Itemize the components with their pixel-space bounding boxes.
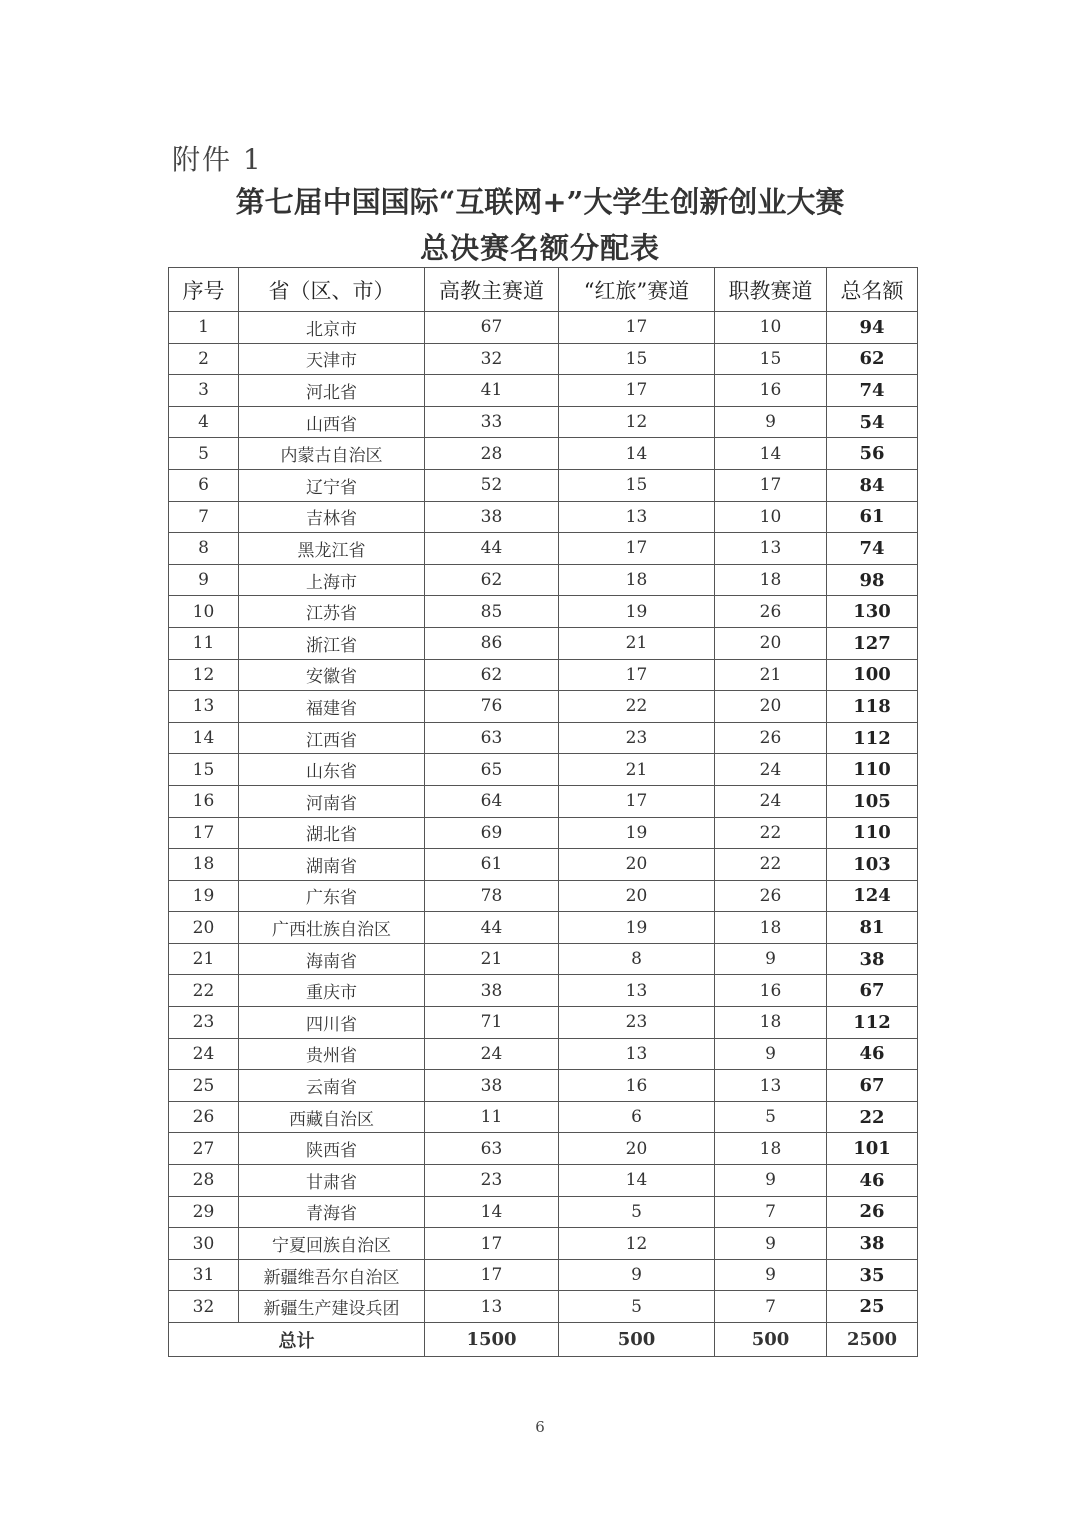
- row-total: 124: [827, 880, 918, 912]
- row-total: 110: [827, 817, 918, 849]
- attachment-label: 附件 1: [172, 143, 263, 176]
- row-region: 西藏自治区: [239, 1101, 425, 1133]
- row-no: 1: [169, 312, 239, 344]
- row-higher-ed: 13: [425, 1291, 559, 1323]
- document-title: 第七届中国国际“互联网+”大学生创新创业大赛: [235, 185, 845, 219]
- row-region: 重庆市: [239, 975, 425, 1007]
- row-no: 31: [169, 1259, 239, 1291]
- table-row: [169, 596, 918, 628]
- row-total: 62: [827, 343, 918, 375]
- row-no: 18: [169, 849, 239, 881]
- row-no: 10: [169, 596, 239, 628]
- row-red-tour: 12: [559, 1228, 715, 1260]
- table-row: [169, 975, 918, 1007]
- table-row: [169, 564, 918, 596]
- table-row: [169, 1291, 918, 1323]
- table-row: [169, 1196, 918, 1228]
- table-row: [169, 1165, 918, 1197]
- row-no: 9: [169, 564, 239, 596]
- page-number: 6: [535, 1418, 545, 1436]
- row-total: 118: [827, 691, 918, 723]
- row-vocational: 17: [715, 469, 827, 501]
- row-red-tour: 22: [559, 691, 715, 723]
- row-no: 32: [169, 1291, 239, 1323]
- row-higher-ed: 28: [425, 438, 559, 470]
- table-row: [169, 849, 918, 881]
- table-header-row: [169, 268, 918, 312]
- row-no: 22: [169, 975, 239, 1007]
- row-vocational: 20: [715, 627, 827, 659]
- row-region: 贵州省: [239, 1038, 425, 1070]
- row-no: 20: [169, 912, 239, 944]
- row-total: 110: [827, 754, 918, 786]
- row-region: 天津市: [239, 343, 425, 375]
- table-row: [169, 343, 918, 375]
- row-vocational: 9: [715, 1259, 827, 1291]
- header-total: 总名额: [827, 268, 918, 312]
- row-red-tour: 15: [559, 343, 715, 375]
- row-red-tour: 17: [559, 659, 715, 691]
- row-red-tour: 13: [559, 975, 715, 1007]
- table-row: [169, 1133, 918, 1165]
- row-vocational: 9: [715, 406, 827, 438]
- row-higher-ed: 44: [425, 912, 559, 944]
- row-total: 112: [827, 722, 918, 754]
- row-red-tour: 17: [559, 785, 715, 817]
- row-red-tour: 17: [559, 375, 715, 407]
- row-higher-ed: 64: [425, 785, 559, 817]
- row-vocational: 18: [715, 564, 827, 596]
- row-red-tour: 20: [559, 1133, 715, 1165]
- row-higher-ed: 23: [425, 1165, 559, 1197]
- row-higher-ed: 76: [425, 691, 559, 723]
- row-total: 38: [827, 1228, 918, 1260]
- row-red-tour: 21: [559, 627, 715, 659]
- summary-total: 2500: [827, 1323, 918, 1357]
- row-vocational: 10: [715, 501, 827, 533]
- row-no: 2: [169, 343, 239, 375]
- row-region: 陕西省: [239, 1133, 425, 1165]
- row-no: 19: [169, 880, 239, 912]
- row-higher-ed: 78: [425, 880, 559, 912]
- table-row: [169, 1101, 918, 1133]
- row-region: 浙江省: [239, 627, 425, 659]
- row-total: 26: [827, 1196, 918, 1228]
- row-region: 广东省: [239, 880, 425, 912]
- table-row: [169, 880, 918, 912]
- row-vocational: 18: [715, 1007, 827, 1039]
- row-no: 27: [169, 1133, 239, 1165]
- row-region: 辽宁省: [239, 469, 425, 501]
- row-vocational: 7: [715, 1196, 827, 1228]
- row-vocational: 10: [715, 312, 827, 344]
- row-vocational: 26: [715, 596, 827, 628]
- row-no: 12: [169, 659, 239, 691]
- row-vocational: 14: [715, 438, 827, 470]
- row-red-tour: 17: [559, 312, 715, 344]
- row-no: 16: [169, 785, 239, 817]
- row-red-tour: 13: [559, 501, 715, 533]
- table-row: [169, 1038, 918, 1070]
- table-row: [169, 785, 918, 817]
- row-no: 29: [169, 1196, 239, 1228]
- row-red-tour: 19: [559, 817, 715, 849]
- header-region: 省（区、市）: [239, 268, 425, 312]
- table-row: [169, 406, 918, 438]
- row-total: 54: [827, 406, 918, 438]
- row-red-tour: 15: [559, 469, 715, 501]
- row-vocational: 9: [715, 1038, 827, 1070]
- row-no: 30: [169, 1228, 239, 1260]
- row-red-tour: 5: [559, 1291, 715, 1323]
- row-higher-ed: 14: [425, 1196, 559, 1228]
- header-vocational: 职教赛道: [715, 268, 827, 312]
- row-red-tour: 19: [559, 912, 715, 944]
- row-total: 98: [827, 564, 918, 596]
- summary-higher-ed: 1500: [425, 1323, 559, 1357]
- row-no: 13: [169, 691, 239, 723]
- row-region: 河北省: [239, 375, 425, 407]
- row-region: 甘肃省: [239, 1165, 425, 1197]
- row-red-tour: 14: [559, 438, 715, 470]
- row-higher-ed: 17: [425, 1259, 559, 1291]
- row-region: 江苏省: [239, 596, 425, 628]
- header-red-tour: “红旅”赛道: [559, 268, 715, 312]
- row-red-tour: 23: [559, 722, 715, 754]
- row-higher-ed: 21: [425, 943, 559, 975]
- row-region: 新疆维吾尔自治区: [239, 1259, 425, 1291]
- summary-label: 总计: [169, 1323, 425, 1357]
- table-row: [169, 469, 918, 501]
- row-total: 22: [827, 1101, 918, 1133]
- row-total: 38: [827, 943, 918, 975]
- row-red-tour: 23: [559, 1007, 715, 1039]
- row-no: 17: [169, 817, 239, 849]
- row-total: 81: [827, 912, 918, 944]
- row-no: 23: [169, 1007, 239, 1039]
- table-row: [169, 659, 918, 691]
- row-higher-ed: 17: [425, 1228, 559, 1260]
- row-total: 61: [827, 501, 918, 533]
- row-total: 100: [827, 659, 918, 691]
- row-red-tour: 14: [559, 1165, 715, 1197]
- row-higher-ed: 24: [425, 1038, 559, 1070]
- row-region: 内蒙古自治区: [239, 438, 425, 470]
- row-total: 56: [827, 438, 918, 470]
- row-region: 江西省: [239, 722, 425, 754]
- row-red-tour: 8: [559, 943, 715, 975]
- row-higher-ed: 62: [425, 659, 559, 691]
- table-row: [169, 912, 918, 944]
- row-red-tour: 21: [559, 754, 715, 786]
- row-vocational: 21: [715, 659, 827, 691]
- table-row: [169, 817, 918, 849]
- summary-red-tour: 500: [559, 1323, 715, 1357]
- header-no: 序号: [169, 268, 239, 312]
- row-higher-ed: 86: [425, 627, 559, 659]
- row-vocational: 16: [715, 975, 827, 1007]
- table-row: [169, 627, 918, 659]
- row-total: 67: [827, 975, 918, 1007]
- row-region: 福建省: [239, 691, 425, 723]
- row-red-tour: 9: [559, 1259, 715, 1291]
- row-region: 宁夏回族自治区: [239, 1228, 425, 1260]
- row-red-tour: 20: [559, 849, 715, 881]
- row-no: 7: [169, 501, 239, 533]
- row-total: 67: [827, 1070, 918, 1102]
- row-no: 4: [169, 406, 239, 438]
- row-region: 吉林省: [239, 501, 425, 533]
- row-higher-ed: 44: [425, 533, 559, 565]
- row-higher-ed: 33: [425, 406, 559, 438]
- row-red-tour: 18: [559, 564, 715, 596]
- row-no: 28: [169, 1165, 239, 1197]
- row-vocational: 20: [715, 691, 827, 723]
- table-row: [169, 1070, 918, 1102]
- row-red-tour: 12: [559, 406, 715, 438]
- row-region: 湖南省: [239, 849, 425, 881]
- header-higher-ed: 高教主赛道: [425, 268, 559, 312]
- row-region: 湖北省: [239, 817, 425, 849]
- row-vocational: 24: [715, 754, 827, 786]
- table-row: [169, 943, 918, 975]
- row-region: 上海市: [239, 564, 425, 596]
- row-no: 3: [169, 375, 239, 407]
- document-subtitle: 总决赛名额分配表: [419, 231, 660, 265]
- row-no: 24: [169, 1038, 239, 1070]
- row-total: 127: [827, 627, 918, 659]
- row-no: 26: [169, 1101, 239, 1133]
- row-higher-ed: 71: [425, 1007, 559, 1039]
- row-vocational: 16: [715, 375, 827, 407]
- row-no: 11: [169, 627, 239, 659]
- row-vocational: 13: [715, 533, 827, 565]
- row-no: 15: [169, 754, 239, 786]
- row-region: 北京市: [239, 312, 425, 344]
- row-vocational: 18: [715, 912, 827, 944]
- row-no: 25: [169, 1070, 239, 1102]
- row-higher-ed: 41: [425, 375, 559, 407]
- summary-row: [169, 1323, 918, 1357]
- row-total: 25: [827, 1291, 918, 1323]
- row-region: 安徽省: [239, 659, 425, 691]
- row-higher-ed: 11: [425, 1101, 559, 1133]
- table-row: [169, 533, 918, 565]
- row-total: 35: [827, 1259, 918, 1291]
- row-vocational: 9: [715, 943, 827, 975]
- row-total: 84: [827, 469, 918, 501]
- row-higher-ed: 63: [425, 722, 559, 754]
- row-red-tour: 13: [559, 1038, 715, 1070]
- row-vocational: 13: [715, 1070, 827, 1102]
- row-region: 山西省: [239, 406, 425, 438]
- row-higher-ed: 52: [425, 469, 559, 501]
- row-vocational: 9: [715, 1165, 827, 1197]
- table-row: [169, 375, 918, 407]
- row-vocational: 18: [715, 1133, 827, 1165]
- row-red-tour: 5: [559, 1196, 715, 1228]
- row-red-tour: 16: [559, 1070, 715, 1102]
- row-higher-ed: 61: [425, 849, 559, 881]
- row-red-tour: 20: [559, 880, 715, 912]
- row-region: 四川省: [239, 1007, 425, 1039]
- row-red-tour: 6: [559, 1101, 715, 1133]
- row-total: 101: [827, 1133, 918, 1165]
- row-higher-ed: 38: [425, 975, 559, 1007]
- row-no: 14: [169, 722, 239, 754]
- quota-table: [168, 267, 918, 1357]
- row-region: 青海省: [239, 1196, 425, 1228]
- row-region: 河南省: [239, 785, 425, 817]
- row-vocational: 26: [715, 722, 827, 754]
- row-region: 广西壮族自治区: [239, 912, 425, 944]
- row-vocational: 9: [715, 1228, 827, 1260]
- row-region: 黑龙江省: [239, 533, 425, 565]
- row-vocational: 22: [715, 817, 827, 849]
- row-no: 8: [169, 533, 239, 565]
- table-row: [169, 1228, 918, 1260]
- row-vocational: 5: [715, 1101, 827, 1133]
- table-row: [169, 691, 918, 723]
- row-red-tour: 19: [559, 596, 715, 628]
- row-total: 103: [827, 849, 918, 881]
- row-total: 112: [827, 1007, 918, 1039]
- row-region: 新疆生产建设兵团: [239, 1291, 425, 1323]
- table-row: [169, 754, 918, 786]
- row-total: 46: [827, 1038, 918, 1070]
- row-vocational: 26: [715, 880, 827, 912]
- row-total: 74: [827, 533, 918, 565]
- row-region: 山东省: [239, 754, 425, 786]
- row-higher-ed: 67: [425, 312, 559, 344]
- row-higher-ed: 32: [425, 343, 559, 375]
- row-vocational: 15: [715, 343, 827, 375]
- row-region: 海南省: [239, 943, 425, 975]
- row-total: 130: [827, 596, 918, 628]
- row-higher-ed: 38: [425, 1070, 559, 1102]
- table-row: [169, 501, 918, 533]
- row-vocational: 24: [715, 785, 827, 817]
- table-row: [169, 1007, 918, 1039]
- row-higher-ed: 69: [425, 817, 559, 849]
- row-total: 94: [827, 312, 918, 344]
- table-row: [169, 438, 918, 470]
- row-region: 云南省: [239, 1070, 425, 1102]
- row-higher-ed: 85: [425, 596, 559, 628]
- row-total: 105: [827, 785, 918, 817]
- row-red-tour: 17: [559, 533, 715, 565]
- summary-vocational: 500: [715, 1323, 827, 1357]
- row-vocational: 22: [715, 849, 827, 881]
- row-higher-ed: 62: [425, 564, 559, 596]
- row-higher-ed: 63: [425, 1133, 559, 1165]
- row-vocational: 7: [715, 1291, 827, 1323]
- row-higher-ed: 38: [425, 501, 559, 533]
- table-row: [169, 312, 918, 344]
- row-no: 6: [169, 469, 239, 501]
- row-total: 46: [827, 1165, 918, 1197]
- row-higher-ed: 65: [425, 754, 559, 786]
- row-no: 5: [169, 438, 239, 470]
- table-row: [169, 1259, 918, 1291]
- row-no: 21: [169, 943, 239, 975]
- row-total: 74: [827, 375, 918, 407]
- table-row: [169, 722, 918, 754]
